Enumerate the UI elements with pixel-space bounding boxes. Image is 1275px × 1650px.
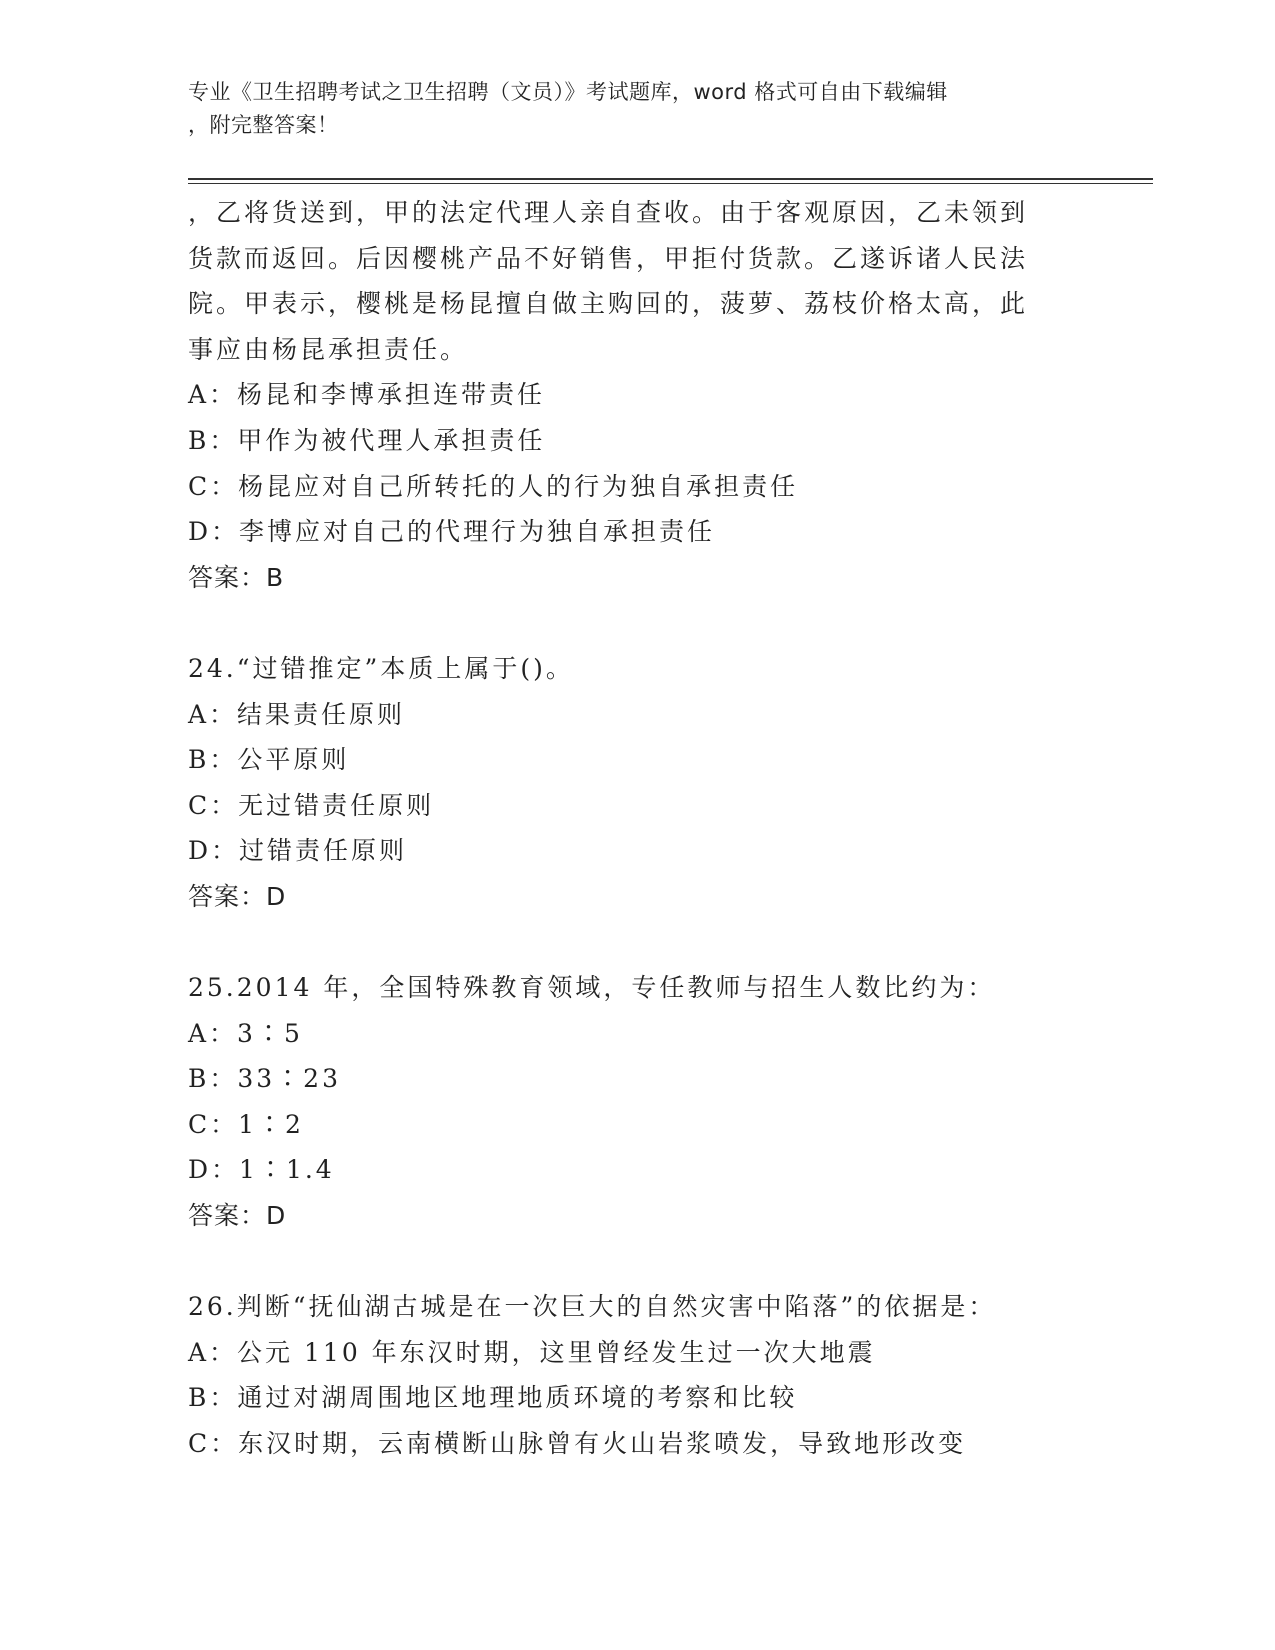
option-a: A：结果责任原则 [188,699,406,729]
option-d: D：李博应对自己的代理行为独自承担责任 [188,517,716,547]
question-23 [188,190,1088,600]
answer-text: 答案：D [188,1201,287,1231]
spacer [188,920,1088,966]
option-b: B：甲作为被代理人承担责任 [188,425,546,455]
question-stem-continued: ，乙将货送到，甲的法定代理人亲自查收。由于客观原因，乙未领到 [188,198,1029,227]
header-divider-thin [188,183,1153,184]
question-stem: 25.2014 年，全国特殊教育领域，专任教师与招生人数比约为： [188,973,996,1003]
spacer [188,600,1088,646]
question-24 [188,646,1088,920]
question-26 [188,1284,1088,1466]
option-a: A：杨昆和李博承担连带责任 [188,380,546,410]
option-b: B：通过对湖周围地区地理地质环境的考察和比较 [188,1383,798,1413]
header-line-1: 专业《卫生招聘考试之卫生招聘（文员）》考试题库，word 格式可自由下载编辑 [188,80,948,104]
option-c: C：无过错责任原则 [188,790,435,820]
header-divider-thick [188,178,1153,180]
question-stem-continued: 院。甲表示，樱桃是杨昆擅自做主购回的，菠萝、荔枝价格太高，此 [188,289,1029,319]
spacer [188,1239,1088,1285]
option-a: A：公元 110 年东汉时期，这里曾经发生过一次大地震 [188,1337,876,1367]
document-header [188,76,1088,142]
question-stem: 24.“过错推定”本质上属于()。 [188,653,574,683]
header-line-2: ，附完整答案！ [188,113,339,137]
question-content [188,190,1088,1467]
question-stem-continued: 事应由杨昆承担责任。 [188,334,469,364]
option-b: B：33∶23 [188,1064,341,1094]
question-stem: 26.判断“抚仙湖古城是在一次巨大的自然灾害中陷落”的依据是： [188,1292,997,1322]
option-d: D：1∶1.4 [188,1155,335,1185]
option-b: B：公平原则 [188,745,350,775]
option-a: A：3∶5 [188,1018,303,1048]
answer-text: 答案：B [188,562,285,592]
question-25 [188,965,1088,1239]
question-stem-continued: 货款而返回。后因樱桃产品不好销售，甲拒付货款。乙遂诉诸人民法 [188,243,1029,273]
option-c: C：东汉时期，云南横断山脉曾有火山岩浆喷发，导致地形改变 [188,1429,967,1459]
option-d: D：过错责任原则 [188,836,408,866]
answer-text: 答案：D [188,881,287,911]
option-c: C：1∶2 [188,1109,304,1139]
option-c: C：杨昆应对自己所转托的人的行为独自承担责任 [188,471,799,501]
